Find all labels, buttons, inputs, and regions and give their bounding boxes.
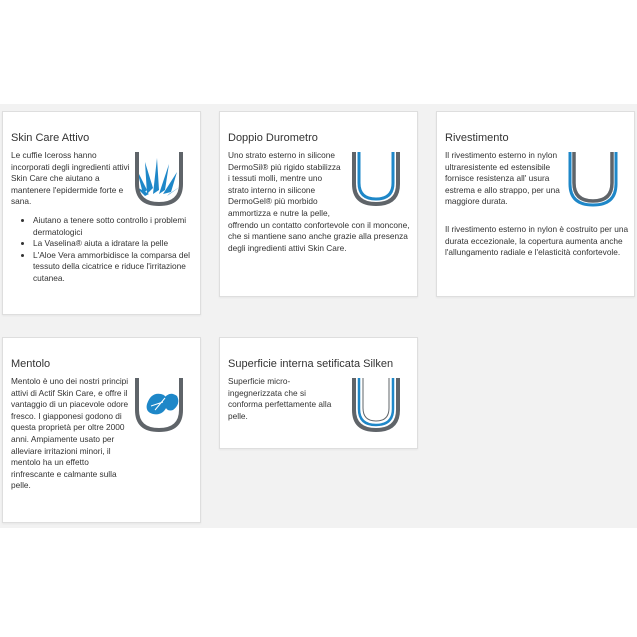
card-title: Skin Care Attivo [11, 132, 90, 144]
card-body-1: Il rivestimento esterno in nylon ultraresistente ed estensibile fornisce resistenza all' usura estrema e allo strappo, per una maggiore durata. [445, 150, 560, 207]
fabric-cover-liner-icon [567, 150, 619, 213]
card-title: Superficie interna setificata Silken [228, 358, 394, 370]
card-body: Superficie micro-ingegnerizzata che si conforma perfettamente alla pelle. [228, 376, 332, 421]
silken-surface-liner-icon [350, 376, 402, 439]
list-item: • L'Aloe Vera ammorbidisce la comparsa del tessuto della cicatrice e riduce l'irritazione cutanea. [33, 250, 191, 285]
aloe-liner-icon [133, 150, 185, 213]
feature-card-cover [436, 111, 635, 297]
card-title: Rivestimento [445, 132, 509, 144]
list-item: • Aiutano a tenere sotto controllo i problemi dermatologici [33, 215, 191, 238]
card-body-2: Il rivestimento esterno in nylon è costruito per una durata eccezionale, la copertura aumenta anche l'allungamento radiale e l'elasticità confortevole. [445, 224, 629, 258]
feature-card-silken [219, 337, 418, 449]
mint-liner-icon [133, 376, 185, 439]
list-item: • La Vaselina® aiuta a idratare la pelle [33, 238, 191, 250]
feature-card-skin-care [2, 111, 201, 315]
card-body: Mentolo è uno dei nostri principi attivi di Actif Skin Care, e offre il vantaggio di un piacevole odore fresco. I giapponesi godono di questa proprietà per oltre 2000 anni. Ampiamente usato per alleviare irritazioni minori, il mentolo ha un effetto rinfrescante e calmante sulla pelle. [11, 376, 129, 491]
card-body [228, 150, 410, 254]
card-intro: Le cuffie Iceross hanno incorporati degli ingredienti attivi Skin Care che aiutano a mantenere l'epidermide forte e sana. [11, 150, 130, 207]
feature-card-menthol [2, 337, 201, 523]
card-bullet-list [11, 215, 191, 285]
card-title: Doppio Durometro [228, 132, 318, 144]
feature-card-dual-durometer [219, 111, 418, 297]
card-body-text: Uno strato esterno in silicone DermoSil® più rigido stabilizza i tessuti molli, mentre uno strato interno in silicone DermoGel® più morbido ammortizza e nutre la pelle, offrendo un contatto confortevole con il moncone, che si mantiene sano anche grazie alla presenza degli ingredienti attivi Skin Care. [228, 150, 410, 253]
card-title: Mentolo [11, 358, 51, 370]
